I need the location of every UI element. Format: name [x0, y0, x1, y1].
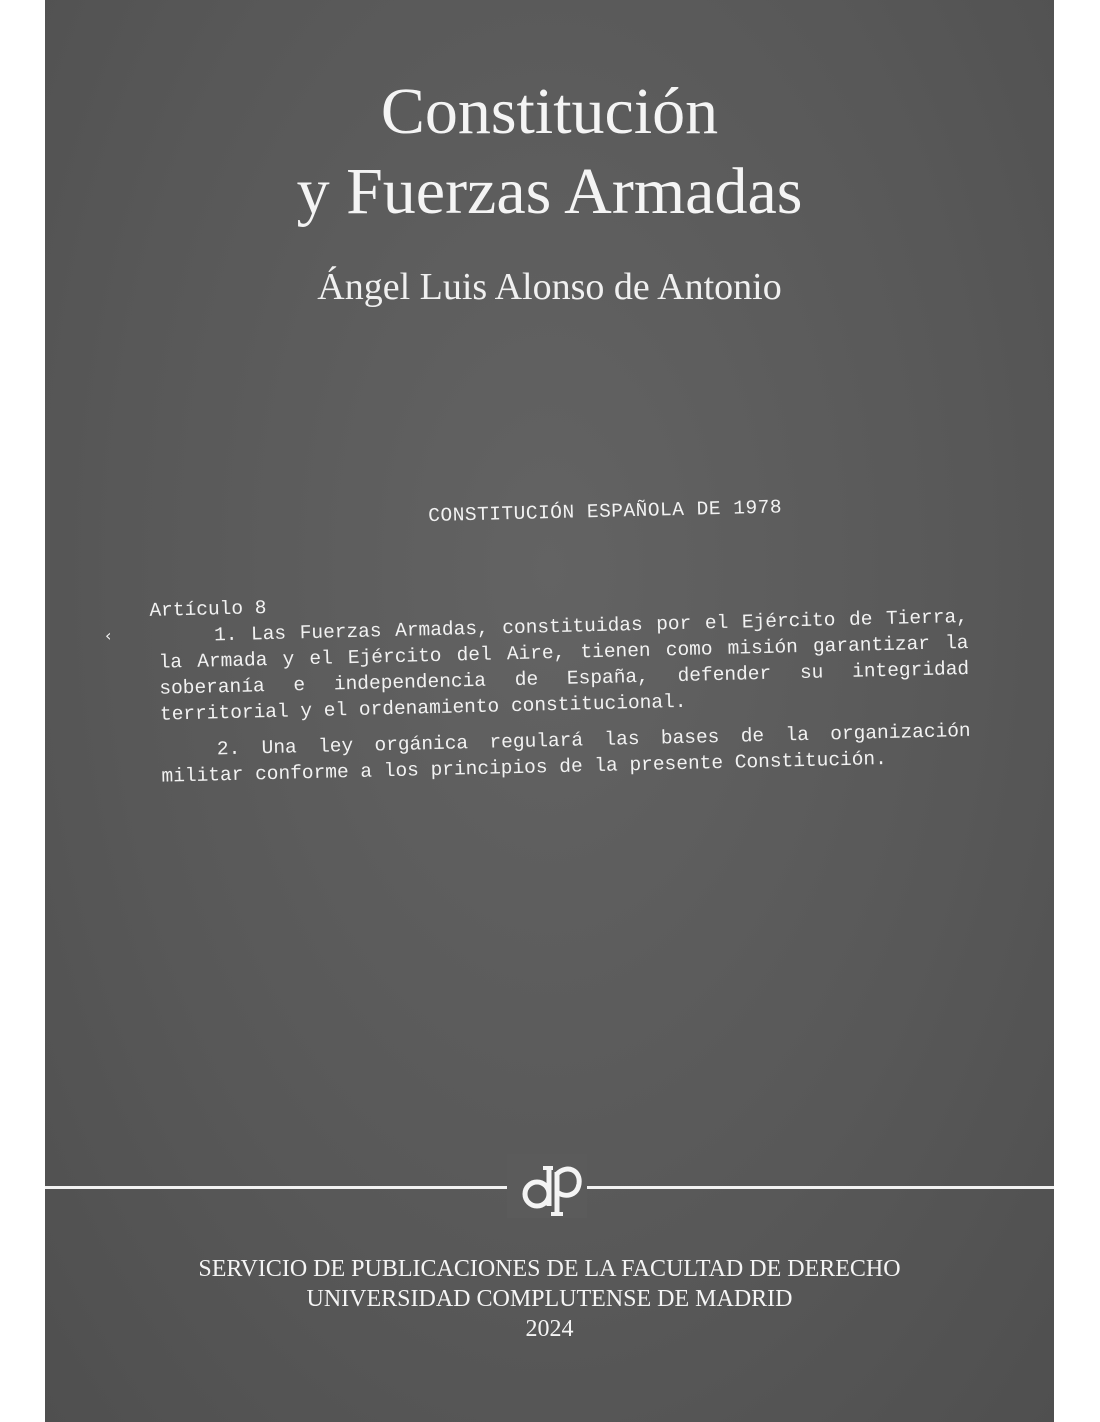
- book-title: [45, 72, 1054, 232]
- excerpt-heading: CONSTITUCIÓN ESPAÑOLA DE 1978: [428, 496, 783, 528]
- constitution-excerpt: [145, 490, 982, 790]
- publisher-block: [45, 1254, 1054, 1344]
- author-name: Ángel Luis Alonso de Antonio: [317, 266, 782, 308]
- title-line-2: y Fuerzas Armadas: [296, 155, 803, 228]
- stray-mark-icon: ‹: [105, 626, 112, 645]
- title-line-1: Constitución: [380, 75, 719, 148]
- publication-year: 2024: [525, 1316, 574, 1342]
- article-paragraph-1: [158, 604, 970, 728]
- article-paragraph-2: [161, 718, 972, 790]
- dp-logo-icon: [507, 1154, 587, 1218]
- book-cover: [45, 0, 1054, 1422]
- publisher-line-2: UNIVERSIDAD COMPLUTENSE DE MADRID: [306, 1286, 793, 1312]
- paragraph-2-text: 2. Una ley orgánica regulará las bases de la organización militar conforme a los principios de la presente Constitución.: [161, 719, 971, 788]
- article-label: Artículo 8: [149, 597, 267, 622]
- publisher-line-1: SERVICIO DE PUBLICACIONES DE LA FACULTAD DE DERECHO: [198, 1256, 901, 1282]
- paragraph-1-text: 1. Las Fuerzas Armadas, constituidas por el Ejército de Tierra, la Armada y el Ejército del Aire, tienen como misión garantizar la soberanía e independencia de España, defender su integridad territorial y el ordenamiento constitucional.: [158, 605, 970, 726]
